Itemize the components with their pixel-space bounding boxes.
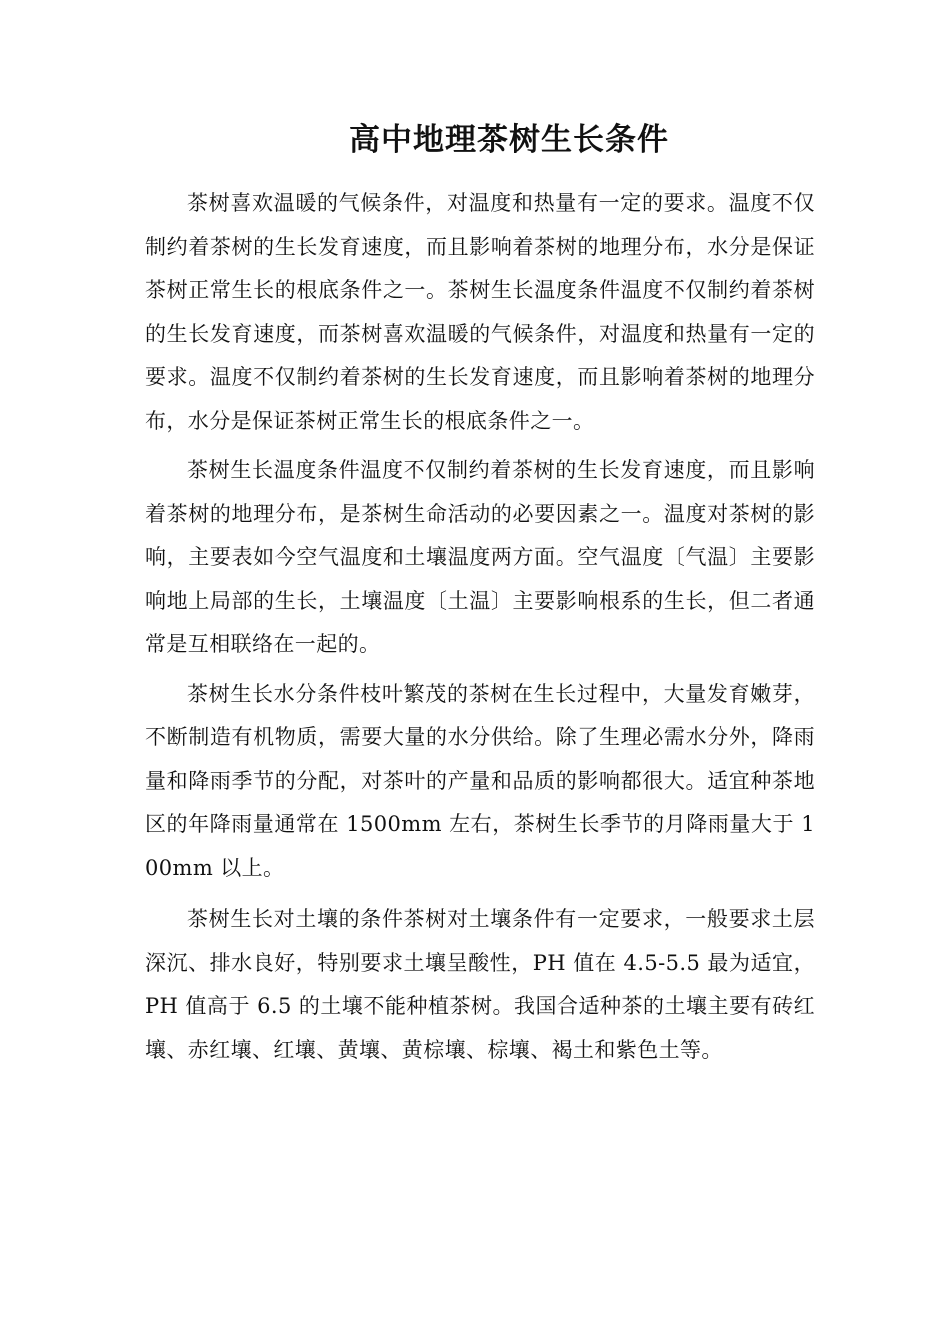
document-title: 高中地理茶树生长条件 xyxy=(349,122,669,158)
paragraph-temperature: 茶树生长温度条件温度不仅制约着茶树的生长发育速度，而且影响着茶树的地理分布，是茶树生命活动的必要因素之一。温度对茶树的影响，主要表如今空气温度和土壤温度两方面。空气温度〔气温〕主要影响地上局部的生长，土壤温度〔土温〕主要影响根系的生长，但二者通常是互相联络在一起的。 xyxy=(145,458,815,656)
paragraph-climate: 茶树喜欢温暖的气候条件，对温度和热量有一定的要求。温度不仅制约着茶树的生长发育速度，而且影响着茶树的地理分布，水分是保证茶树正常生长的根底条件之一。茶树生长温度条件温度不仅制约着茶树的生长发育速度，而茶树喜欢温暖的气候条件，对温度和热量有一定的要求。温度不仅制约着茶树的生长发育速度，而且影响着茶树的地理分布，水分是保证茶树正常生长的根底条件之一。 xyxy=(145,191,815,433)
paragraph-water: 茶树生长水分条件枝叶繁茂的茶树在生长过程中，大量发育嫩芽，不断制造有机物质，需要大量的水分供给。除了生理必需水分外，降雨量和降雨季节的分配，对茶叶的产量和品质的影响都很大。适宜种茶地区的年降雨量通常在 1500mm 左右，茶树生长季节的月降雨量大于 100mm 以上。 xyxy=(145,681,815,880)
paragraph-soil: 茶树生长对土壤的条件茶树对土壤条件有一定要求，一般要求土层深沉、排水良好，特别要求土壤呈酸性，PH 值在 4.5-5.5 最为适宜，PH 值高于 6.5 的土壤不能种植茶树。我国合适种茶的土壤主要有砖红壤、赤红壤、红壤、黄壤、黄棕壤、棕壤、褐土和紫色土等。 xyxy=(145,907,815,1062)
document-body xyxy=(145,182,815,1078)
